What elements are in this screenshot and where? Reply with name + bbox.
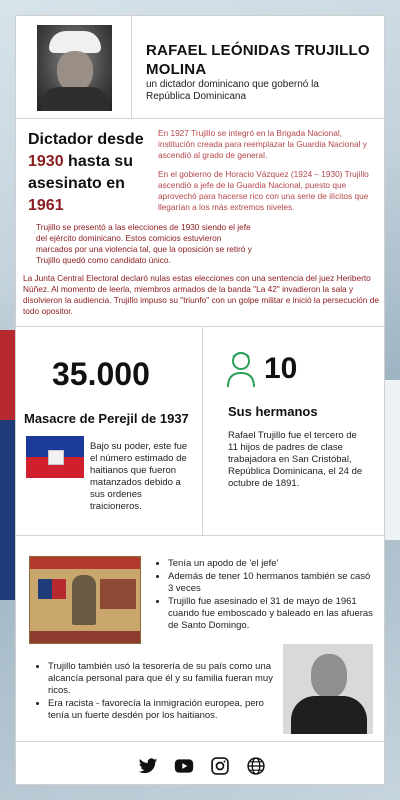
infographic-card — [15, 15, 385, 785]
list-item: • Trujillo fue asesinado el 31 de mayo de 1961 cuando fue emboscado y baleado en las afueras de Santo Domingo. — [168, 596, 378, 632]
list-item: • Tenía un apodo de 'el jefe' — [168, 558, 378, 570]
paragraph-1927: En 1927 Trujillo se integró en la Brigada Nacional, institución creada para reemplazar la Guardia Nacional y ascendió al grado de general. — [158, 128, 367, 160]
page-title: RAFAEL LEÓNIDAS TRUJILLO MOLINA — [146, 42, 370, 78]
stat-siblings-text: Rafael Trujillo fue el tercero de 11 hijos de padres de clase trabajadora en San Cristóbal, República Dominicana, el 24 de octubre de 1891. — [228, 430, 363, 489]
person-icon — [226, 349, 256, 389]
stat-massacre-text: Bajo su poder, este fue el número estimado de haitianos que fueron matanzados debido a sus ordenes traicioneros. — [90, 441, 188, 512]
dictator-heading: Dictador desde 1930 hasta su asesinato en 1961 — [28, 131, 144, 214]
stat-siblings-label: Sus hermanos — [228, 404, 318, 419]
list-item: • Era racista - favorecía la inmigración europea, pero tenía un fuerte desdén por los haitianos. — [48, 698, 278, 722]
instagram-icon[interactable] — [210, 756, 230, 776]
paragraph-elections-1930: Trujillo se presentó a las elecciones de 1930 siendo el jefe del ejército dominicano. Estos comicios estuvieron marcados por una violencia tal, que la oposición se retiró y Trujillo quedó como candidato único. — [36, 222, 252, 265]
trujillo-portrait-later-photo — [283, 644, 373, 734]
stat-massacre-label: Masacre de Perejil de 1937 — [24, 411, 189, 426]
heading-year-start: 1930 — [28, 153, 64, 170]
stat-siblings-number: 10 — [264, 352, 298, 385]
globe-icon[interactable] — [246, 756, 266, 776]
page-subtitle: un dictador dominicano que gobernó la República Dominicana — [146, 79, 319, 102]
paragraph-vazquez: En el gobierno de Horacio Vázquez (1924 – 1930) Trujillo ascendió a jefe de la Guardia Nacional, puesto que aprovechó para hacerse rico con una serie de ilícitos que llegarían a los más extremos niveles. — [158, 169, 369, 212]
paragraph-junta-electoral: La Junta Central Electoral declaró nulas estas elecciones con una sentencia del juez Heriberto Núñez. Al momento de leerla, miembros armados de la banda "La 42" invadieron la sala y disolvieron la audiencia. Trujillo impuso su "triunfo" con un golpe militar e inició la persecución de todo opositor. — [23, 273, 379, 316]
twitter-icon[interactable] — [138, 756, 158, 776]
simbolo-nacional-poster — [29, 556, 141, 644]
haiti-flag-image — [26, 436, 84, 478]
list-item: • Además de tener 10 hermanos también se casó 3 veces — [168, 571, 378, 595]
trujillo-portrait-photo — [37, 25, 112, 111]
facts-list-2 — [36, 661, 278, 723]
list-item: • Trujillo también usó la tesorería de su país como una alcancía personal para que él y su familia fueran muy ricos. — [48, 661, 278, 697]
heading-year-end: 1961 — [28, 197, 64, 214]
youtube-icon[interactable] — [174, 756, 194, 776]
stat-massacre-number: 35.000 — [52, 356, 150, 392]
facts-list-1 — [156, 558, 378, 633]
